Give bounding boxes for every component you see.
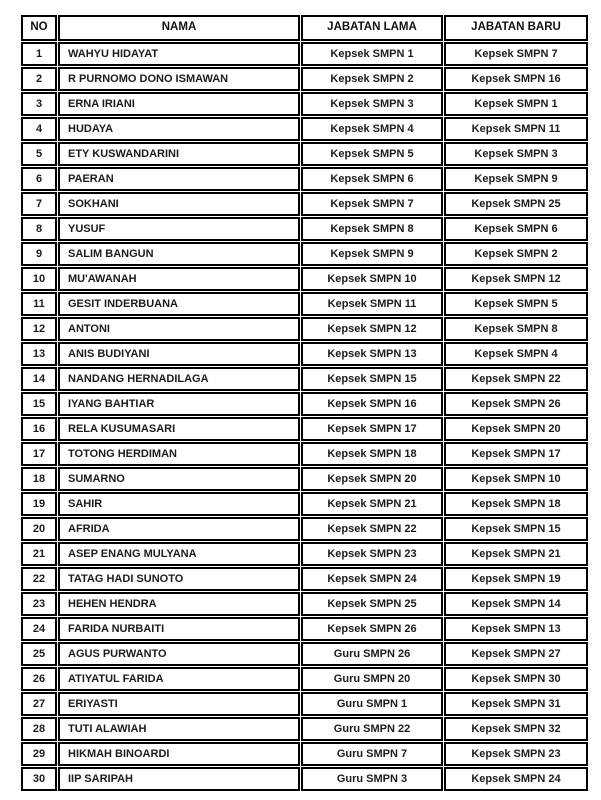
cell-nama: TATAG HADI SUNOTO xyxy=(58,567,300,591)
cell-jabatan-lama: Kepsek SMPN 9 xyxy=(301,242,443,266)
cell-jabatan-baru: Kepsek SMPN 12 xyxy=(444,267,588,291)
cell-no: 26 xyxy=(21,667,57,691)
table-row xyxy=(21,367,588,391)
cell-no: 22 xyxy=(21,567,57,591)
cell-jabatan-lama: Kepsek SMPN 22 xyxy=(301,517,443,541)
cell-no: 23 xyxy=(21,592,57,616)
cell-no: 27 xyxy=(21,692,57,716)
cell-jabatan-baru: Kepsek SMPN 24 xyxy=(444,767,588,791)
cell-jabatan-baru: Kepsek SMPN 5 xyxy=(444,292,588,316)
cell-jabatan-lama: Kepsek SMPN 2 xyxy=(301,67,443,91)
cell-jabatan-baru: Kepsek SMPN 18 xyxy=(444,492,588,516)
table-row xyxy=(21,492,588,516)
cell-jabatan-baru: Kepsek SMPN 13 xyxy=(444,617,588,641)
cell-jabatan-baru: Kepsek SMPN 32 xyxy=(444,717,588,741)
cell-jabatan-baru: Kepsek SMPN 19 xyxy=(444,567,588,591)
table-row xyxy=(21,742,588,766)
cell-no: 16 xyxy=(21,417,57,441)
table-row xyxy=(21,117,588,141)
cell-jabatan-lama: Kepsek SMPN 26 xyxy=(301,617,443,641)
cell-nama: IYANG BAHTIAR xyxy=(58,392,300,416)
cell-nama: ETY KUSWANDARINI xyxy=(58,142,300,166)
table-row xyxy=(21,292,588,316)
cell-nama: WAHYU HIDAYAT xyxy=(58,42,300,66)
cell-no: 28 xyxy=(21,717,57,741)
cell-no: 20 xyxy=(21,517,57,541)
cell-jabatan-lama: Kepsek SMPN 10 xyxy=(301,267,443,291)
cell-jabatan-baru: Kepsek SMPN 15 xyxy=(444,517,588,541)
table-row xyxy=(21,92,588,116)
table-row xyxy=(21,667,588,691)
cell-jabatan-lama: Kepsek SMPN 13 xyxy=(301,342,443,366)
table-row xyxy=(21,167,588,191)
cell-no: 13 xyxy=(21,342,57,366)
cell-no: 6 xyxy=(21,167,57,191)
cell-jabatan-baru: Kepsek SMPN 7 xyxy=(444,42,588,66)
cell-no: 30 xyxy=(21,767,57,791)
cell-nama: HIKMAH BINOARDI xyxy=(58,742,300,766)
cell-nama: NANDANG HERNADILAGA xyxy=(58,367,300,391)
cell-jabatan-baru: Kepsek SMPN 2 xyxy=(444,242,588,266)
cell-jabatan-lama: Kepsek SMPN 18 xyxy=(301,442,443,466)
cell-nama: SALIM BANGUN xyxy=(58,242,300,266)
cell-jabatan-lama: Kepsek SMPN 5 xyxy=(301,142,443,166)
cell-jabatan-baru: Kepsek SMPN 17 xyxy=(444,442,588,466)
cell-jabatan-baru: Kepsek SMPN 30 xyxy=(444,667,588,691)
header-cell-nama: NAMA xyxy=(58,15,300,41)
table-row xyxy=(21,592,588,616)
cell-jabatan-lama: Kepsek SMPN 17 xyxy=(301,417,443,441)
cell-jabatan-baru: Kepsek SMPN 22 xyxy=(444,367,588,391)
cell-jabatan-lama: Kepsek SMPN 24 xyxy=(301,567,443,591)
cell-jabatan-lama: Guru SMPN 20 xyxy=(301,667,443,691)
cell-jabatan-lama: Kepsek SMPN 3 xyxy=(301,92,443,116)
cell-jabatan-lama: Kepsek SMPN 1 xyxy=(301,42,443,66)
cell-no: 9 xyxy=(21,242,57,266)
cell-nama: HEHEN HENDRA xyxy=(58,592,300,616)
table-row xyxy=(21,142,588,166)
table-row xyxy=(21,317,588,341)
table-row xyxy=(21,467,588,491)
cell-jabatan-baru: Kepsek SMPN 8 xyxy=(444,317,588,341)
cell-no: 29 xyxy=(21,742,57,766)
transfer-table xyxy=(20,14,589,792)
cell-no: 24 xyxy=(21,617,57,641)
cell-nama: AGUS PURWANTO xyxy=(58,642,300,666)
cell-no: 4 xyxy=(21,117,57,141)
cell-no: 12 xyxy=(21,317,57,341)
cell-jabatan-baru: Kepsek SMPN 9 xyxy=(444,167,588,191)
cell-jabatan-baru: Kepsek SMPN 6 xyxy=(444,217,588,241)
cell-jabatan-lama: Guru SMPN 22 xyxy=(301,717,443,741)
cell-nama: IIP SARIPAH xyxy=(58,767,300,791)
header-cell-jabatan-baru: JABATAN BARU xyxy=(444,15,588,41)
cell-jabatan-baru: Kepsek SMPN 23 xyxy=(444,742,588,766)
table-row xyxy=(21,642,588,666)
cell-nama: ANTONI xyxy=(58,317,300,341)
table-row xyxy=(21,717,588,741)
cell-nama: ATIYATUL FARIDA xyxy=(58,667,300,691)
cell-no: 19 xyxy=(21,492,57,516)
table-row xyxy=(21,542,588,566)
header-cell-no: NO xyxy=(21,15,57,41)
cell-nama: TUTI ALAWIAH xyxy=(58,717,300,741)
header-cell-jabatan-lama: JABATAN LAMA xyxy=(301,15,443,41)
cell-no: 3 xyxy=(21,92,57,116)
cell-jabatan-lama: Kepsek SMPN 25 xyxy=(301,592,443,616)
table-row xyxy=(21,692,588,716)
cell-no: 14 xyxy=(21,367,57,391)
table-row xyxy=(21,767,588,791)
table-row xyxy=(21,342,588,366)
cell-jabatan-lama: Guru SMPN 26 xyxy=(301,642,443,666)
table-row xyxy=(21,442,588,466)
cell-nama: SUMARNO xyxy=(58,467,300,491)
cell-jabatan-baru: Kepsek SMPN 27 xyxy=(444,642,588,666)
cell-nama: HUDAYA xyxy=(58,117,300,141)
table-row xyxy=(21,217,588,241)
cell-jabatan-baru: Kepsek SMPN 11 xyxy=(444,117,588,141)
table-row xyxy=(21,192,588,216)
cell-nama: PAERAN xyxy=(58,167,300,191)
table-row xyxy=(21,42,588,66)
cell-no: 8 xyxy=(21,217,57,241)
cell-no: 21 xyxy=(21,542,57,566)
cell-jabatan-baru: Kepsek SMPN 25 xyxy=(444,192,588,216)
cell-jabatan-lama: Kepsek SMPN 23 xyxy=(301,542,443,566)
cell-jabatan-baru: Kepsek SMPN 20 xyxy=(444,417,588,441)
cell-nama: ASEP ENANG MULYANA xyxy=(58,542,300,566)
cell-no: 11 xyxy=(21,292,57,316)
cell-no: 17 xyxy=(21,442,57,466)
cell-jabatan-baru: Kepsek SMPN 4 xyxy=(444,342,588,366)
cell-no: 10 xyxy=(21,267,57,291)
cell-jabatan-baru: Kepsek SMPN 21 xyxy=(444,542,588,566)
cell-jabatan-lama: Kepsek SMPN 20 xyxy=(301,467,443,491)
cell-jabatan-lama: Kepsek SMPN 11 xyxy=(301,292,443,316)
cell-nama: MU'AWANAH xyxy=(58,267,300,291)
cell-jabatan-lama: Guru SMPN 7 xyxy=(301,742,443,766)
cell-jabatan-baru: Kepsek SMPN 10 xyxy=(444,467,588,491)
cell-jabatan-baru: Kepsek SMPN 14 xyxy=(444,592,588,616)
table-row xyxy=(21,617,588,641)
cell-jabatan-baru: Kepsek SMPN 1 xyxy=(444,92,588,116)
cell-no: 1 xyxy=(21,42,57,66)
table-header-row xyxy=(21,15,588,41)
cell-nama: FARIDA NURBAITI xyxy=(58,617,300,641)
table-row xyxy=(21,517,588,541)
cell-jabatan-lama: Kepsek SMPN 4 xyxy=(301,117,443,141)
cell-jabatan-baru: Kepsek SMPN 3 xyxy=(444,142,588,166)
cell-jabatan-baru: Kepsek SMPN 26 xyxy=(444,392,588,416)
cell-nama: SAHIR xyxy=(58,492,300,516)
cell-no: 5 xyxy=(21,142,57,166)
cell-no: 7 xyxy=(21,192,57,216)
cell-nama: YUSUF xyxy=(58,217,300,241)
cell-nama: TOTONG HERDIMAN xyxy=(58,442,300,466)
cell-nama: ERIYASTI xyxy=(58,692,300,716)
table-row xyxy=(21,267,588,291)
cell-jabatan-baru: Kepsek SMPN 16 xyxy=(444,67,588,91)
cell-no: 25 xyxy=(21,642,57,666)
cell-jabatan-lama: Kepsek SMPN 6 xyxy=(301,167,443,191)
cell-no: 15 xyxy=(21,392,57,416)
cell-jabatan-lama: Kepsek SMPN 12 xyxy=(301,317,443,341)
cell-jabatan-lama: Guru SMPN 1 xyxy=(301,692,443,716)
cell-jabatan-lama: Kepsek SMPN 15 xyxy=(301,367,443,391)
cell-nama: ERNA IRIANI xyxy=(58,92,300,116)
cell-jabatan-lama: Kepsek SMPN 21 xyxy=(301,492,443,516)
table-row xyxy=(21,417,588,441)
cell-nama: GESIT INDERBUANA xyxy=(58,292,300,316)
table-row xyxy=(21,567,588,591)
table-row xyxy=(21,392,588,416)
table-row xyxy=(21,67,588,91)
cell-no: 18 xyxy=(21,467,57,491)
cell-nama: ANIS BUDIYANI xyxy=(58,342,300,366)
cell-jabatan-lama: Kepsek SMPN 7 xyxy=(301,192,443,216)
cell-jabatan-lama: Guru SMPN 3 xyxy=(301,767,443,791)
cell-no: 2 xyxy=(21,67,57,91)
cell-nama: AFRIDA xyxy=(58,517,300,541)
cell-nama: R PURNOMO DONO ISMAWAN xyxy=(58,67,300,91)
cell-nama: SOKHANI xyxy=(58,192,300,216)
table-row xyxy=(21,242,588,266)
cell-nama: RELA KUSUMASARI xyxy=(58,417,300,441)
cell-jabatan-lama: Kepsek SMPN 16 xyxy=(301,392,443,416)
cell-jabatan-lama: Kepsek SMPN 8 xyxy=(301,217,443,241)
cell-jabatan-baru: Kepsek SMPN 31 xyxy=(444,692,588,716)
